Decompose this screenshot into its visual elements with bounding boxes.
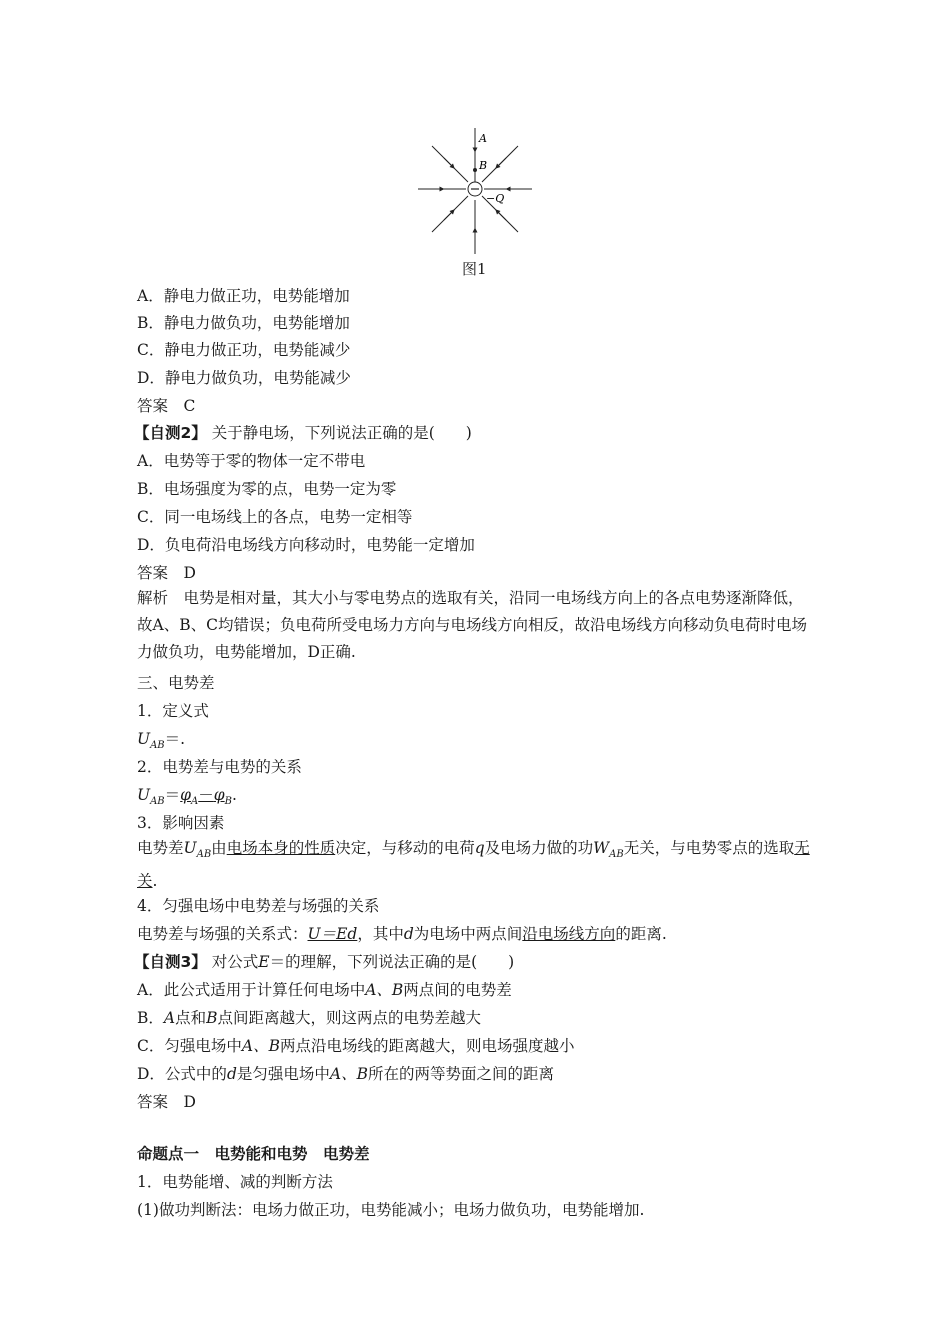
q3-option-d: D．公式中的d是匀强电场中A、B所在的两等势面之间的距离 — [137, 1065, 554, 1083]
field-lines-figure — [410, 126, 540, 256]
subsection-3: 3．影响因素 — [137, 814, 225, 832]
label-charge: −Q — [486, 192, 505, 205]
label-b: B — [479, 159, 488, 172]
q1-option-b: B．静电力做负功，电势能增加 — [137, 314, 350, 332]
q1-option-a: A．静电力做正功，电势能增加 — [137, 287, 350, 305]
q1-option-c: C．静电力做正功，电势能减少 — [137, 341, 351, 359]
q3-option-c: C．匀强电场中A、B两点沿电场线的距离越大，则电场强度越小 — [137, 1037, 575, 1055]
q3-tag: 【自测3】 — [134, 953, 207, 971]
q2-option-b: B．电场强度为零的点，电势一定为零 — [137, 480, 397, 498]
q1-answer: 答案 C — [137, 397, 196, 415]
subsection-2: 2．电势差与电势的关系 — [137, 758, 302, 776]
topic-item-1a: (1)做功判断法：电场力做正功，电势能减小；电场力做负功，电势能增加. — [137, 1201, 645, 1219]
q2-option-d: D．负电荷沿电场线方向移动时，电势能一定增加 — [137, 536, 475, 554]
q2-analysis: 解析 电势是相对量，其大小与零电势点的选取有关，沿同一电场线方向上的各点电势逐渐降低，故A、B、C均错误；负电荷所受电场力方向与电场线方向相反，故沿电场线方向移动负电荷时电场力做负功，电势能增加，D正确. — [137, 589, 807, 661]
q3-stem: 【自测3】 对公式E＝的理解，下列说法正确的是( ) — [134, 953, 515, 971]
q1-option-d: D．静电力做负功，电势能减少 — [137, 369, 351, 387]
q2-option-c: C．同一电场线上的各点，电势一定相等 — [137, 508, 413, 526]
q2-stem — [134, 423, 472, 443]
subsection-1: 1．定义式 — [137, 702, 209, 720]
relation-formula: $U_{AB}=\varphi_A-\varphi_B$. — [137, 786, 237, 808]
point-b — [473, 168, 477, 172]
q3-option-a: A．此公式适用于计算任何电场中A、B两点间的电势差 — [137, 981, 512, 999]
q3-option-b: B．A点和B点间距离越大，则这两点的电势差越大 — [137, 1009, 482, 1027]
subsection-4: 4．匀强电场中电势差与场强的关系 — [137, 897, 380, 915]
label-a: A — [479, 132, 487, 145]
topic-title: 命题点一 电势能和电势 电势差 — [137, 1145, 370, 1163]
q3-answer: 答案 D — [137, 1093, 196, 1111]
field-relation-line: 电势差与场强的关系式：U＝Ed，其中d为电场中两点间沿电场线方向的距离. — [137, 925, 667, 943]
figure-caption: 图1 — [462, 260, 487, 278]
q2-answer: 答案 D — [137, 564, 196, 582]
section-3-title: 三、电势差 — [137, 674, 215, 692]
q2-question: 关于静电场，下列说法正确的是( ) — [211, 424, 472, 442]
influence-paragraph: 电势差$U_{AB}$由电场本身的性质决定，与移动的电荷q及电场力做的功$W_{AB}$无关，与电势零点的选取无关. — [137, 839, 810, 891]
topic-item-1: 1．电势能增、减的判断方法 — [137, 1173, 333, 1191]
definition-formula: $U_{AB}=$. — [137, 730, 186, 752]
q2-option-a: A．电势等于零的物体一定不带电 — [137, 452, 366, 470]
q2-tag: 【自测2】 — [134, 424, 207, 442]
